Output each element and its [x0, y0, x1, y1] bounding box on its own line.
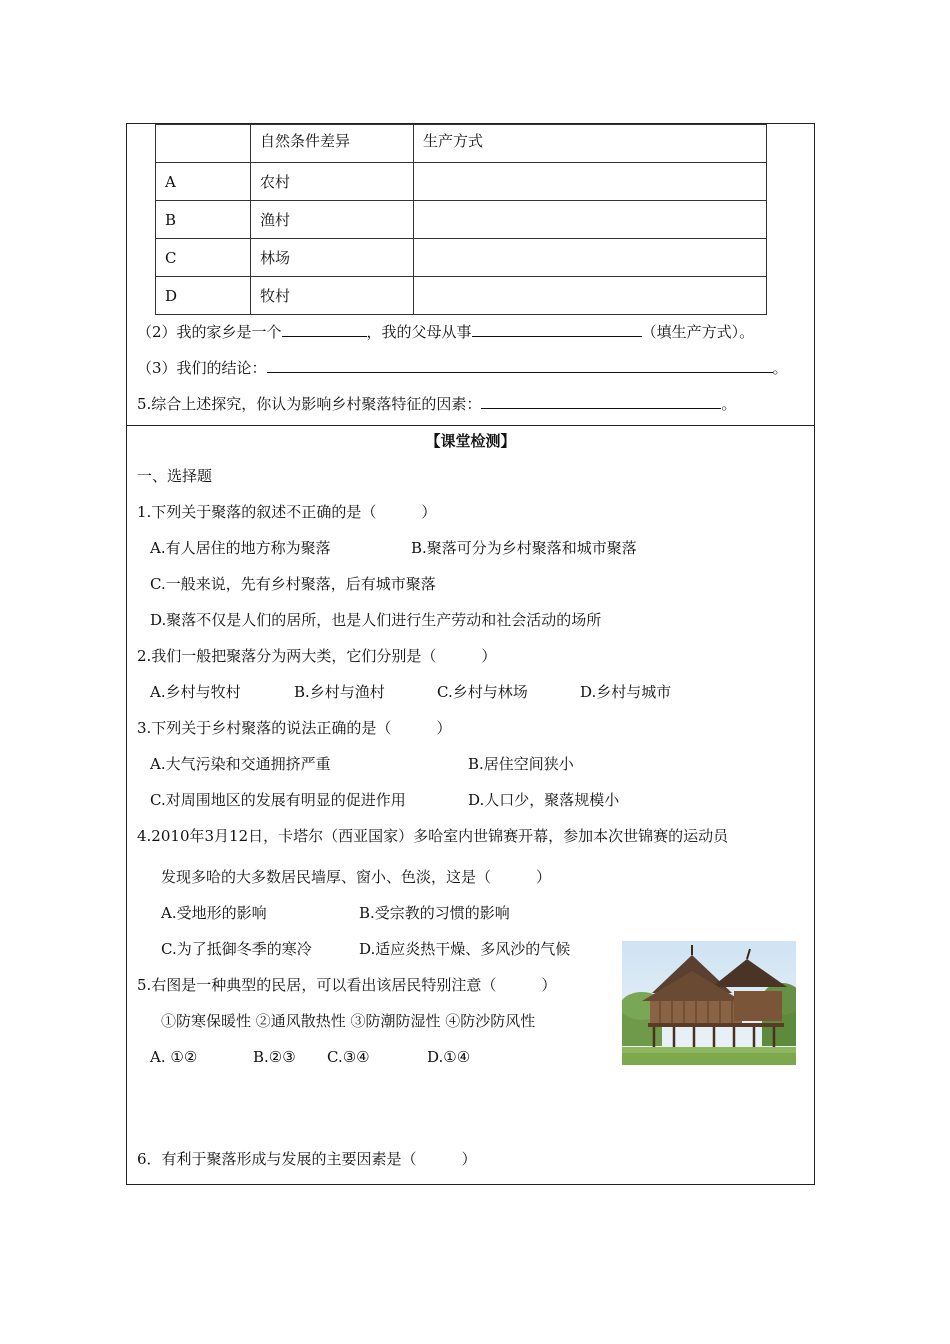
- table-header-row: [156, 125, 767, 163]
- table-row: [156, 277, 767, 315]
- table-row: [156, 239, 767, 277]
- question-stem: 5.右图是一种典型的民居，可以看出该居民特别注意（ ）: [137, 976, 557, 994]
- option[interactable]: D.适应炎热干燥、多风沙的气候: [359, 940, 571, 958]
- question-stem: 2.我们一般把聚落分为两大类，它们分别是（ ）: [137, 647, 497, 665]
- q5-summary-text: 5.综合上述探究，你认为影响乡村聚落特征的因素：: [137, 395, 482, 413]
- option[interactable]: D.聚落不仅是人们的居所，也是人们进行生产劳动和社会活动的场所: [150, 611, 602, 629]
- q3-text: 。: [772, 359, 788, 377]
- question-stem: 6．有利于聚落形成与发展的主要因素是（ ）: [137, 1150, 477, 1168]
- row-method[interactable]: [414, 239, 767, 277]
- table-header-cell: 生产方式: [414, 125, 767, 163]
- option[interactable]: D.乡村与城市: [580, 683, 672, 701]
- conclusion-blank[interactable]: [267, 356, 773, 373]
- option[interactable]: A. ①②: [150, 1048, 198, 1066]
- option[interactable]: A.受地形的影响: [161, 904, 267, 922]
- option[interactable]: A.有人居住的地方称为聚落: [150, 539, 331, 557]
- question-stem: 3.下列关于乡村聚落的说法正确的是（ ）: [137, 719, 452, 737]
- question-5-summary-line: [137, 392, 736, 415]
- question-2-line: [137, 320, 754, 343]
- row-id: D: [156, 277, 251, 315]
- q2-text: （2）我的家乡是一个: [137, 323, 282, 341]
- row-type: 农村: [251, 163, 414, 201]
- option[interactable]: C.为了抵御冬季的寒冷: [161, 940, 312, 958]
- section-title: 【课堂检测】: [425, 432, 516, 450]
- stilt-house-image: [622, 941, 796, 1065]
- factors-blank[interactable]: [481, 392, 721, 409]
- table-header-cell: [156, 125, 251, 163]
- row-id: C: [156, 239, 251, 277]
- option[interactable]: C.对周围地区的发展有明显的促进作用: [150, 791, 406, 809]
- row-method[interactable]: [414, 201, 767, 239]
- row-type: 林场: [251, 239, 414, 277]
- question-stem-continued: 发现多哈的大多数居民墙厚、窗小、色淡，这是（ ）: [161, 868, 552, 886]
- option[interactable]: A.大气污染和交通拥挤严重: [150, 755, 331, 773]
- question-3-line: [137, 356, 788, 379]
- row-id: A: [156, 163, 251, 201]
- option[interactable]: C.③④: [327, 1048, 370, 1066]
- row-method[interactable]: [414, 163, 767, 201]
- option[interactable]: A.乡村与牧村: [150, 683, 241, 701]
- table-row: [156, 163, 767, 201]
- option[interactable]: C.一般来说，先有乡村聚落，后有城市聚落: [150, 575, 436, 593]
- table-header-cell: 自然条件差异: [251, 125, 414, 163]
- q2-text: ，我的父母从事: [366, 323, 472, 341]
- row-type: 渔村: [251, 201, 414, 239]
- occupation-blank[interactable]: [472, 320, 642, 337]
- option[interactable]: B.乡村与渔村: [294, 683, 385, 701]
- question-stem: 4.2010年3月12日，卡塔尔（西亚国家）多哈室内世锦赛开幕，参加本次世锦赛的运动员: [137, 827, 729, 845]
- q5-summary-text: 。: [721, 395, 737, 413]
- option[interactable]: B.②③: [253, 1048, 296, 1066]
- option[interactable]: C.乡村与林场: [437, 683, 528, 701]
- option[interactable]: D.①④: [427, 1048, 471, 1066]
- section-subtitle: 一、选择题: [137, 467, 213, 485]
- option[interactable]: D.人口少，聚落规模小: [468, 791, 620, 809]
- option[interactable]: B.居住空间狭小: [468, 755, 574, 773]
- question-stem: 1.下列关于聚落的叙述不正确的是（ ）: [137, 503, 437, 521]
- table-row: [156, 201, 767, 239]
- option[interactable]: B.受宗教的习惯的影响: [359, 904, 510, 922]
- q2-text: （填生产方式）。: [641, 323, 755, 341]
- row-method[interactable]: [414, 277, 767, 315]
- row-id: B: [156, 201, 251, 239]
- row-type: 牧村: [251, 277, 414, 315]
- question-stem-continued: ①防寒保暖性 ②通风散热性 ③防潮防湿性 ④防沙防风性: [161, 1012, 536, 1030]
- hometown-blank[interactable]: [282, 320, 367, 337]
- q3-text: （3）我们的结论：: [137, 359, 267, 377]
- condition-table: [155, 124, 767, 315]
- option[interactable]: B.聚落可分为乡村聚落和城市聚落: [411, 539, 637, 557]
